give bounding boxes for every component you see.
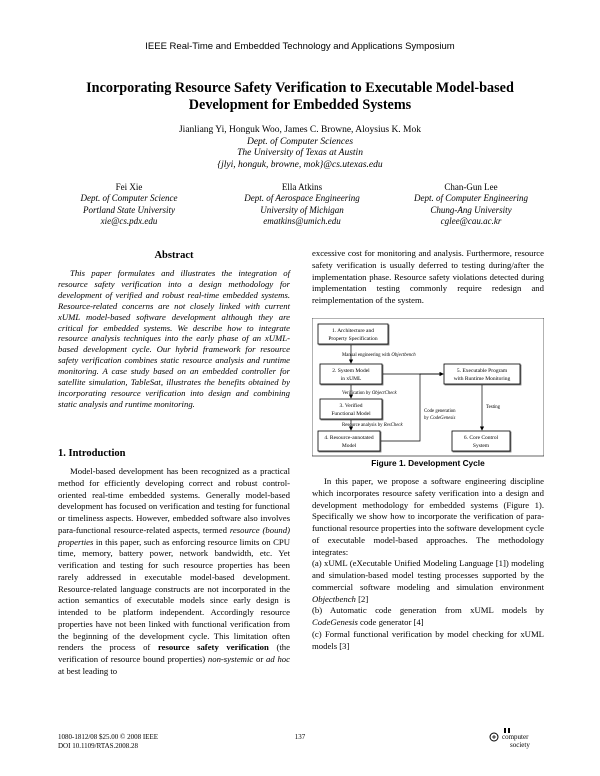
author-names: Jianliang Yi, Honguk Woo, James C. Browne, Aloysius K. Mok: [178, 125, 421, 135]
box-architecture-spec: [318, 324, 388, 344]
box-verified-functional-model: [320, 399, 382, 419]
box-system-model: [320, 364, 382, 384]
author-email: cglee@cau.ac.kr: [440, 215, 502, 226]
abstract-heading: Abstract: [154, 250, 194, 261]
author-dept: Dept. of Computer Science: [80, 193, 178, 204]
footer-copyright: 1080-1812/08 $25.00 © 2008 IEEE DOI 10.1109/RTAS.2008.28: [58, 733, 159, 750]
box-core-control-system: [452, 431, 510, 451]
paper-title: [40, 80, 560, 114]
author-dept: Dept. of Aerospace Engineering: [244, 193, 360, 204]
author-block: [64, 182, 194, 227]
title-line-2: Development for Embedded Systems: [188, 97, 412, 113]
svg-text:Functional Model: Functional Model: [331, 411, 371, 417]
paragraph: excessive cost for monitoring and analysis. Furthermore, resource safety verification is usually deferred to testing during/after the implementation phase. Resource safety violations detected during implementation testing commonly require redesign and reimplementation of the system.: [312, 248, 544, 305]
abstract-text: [58, 268, 290, 410]
figure-caption: Figure 1. Development Cycle: [371, 458, 485, 468]
label-code-generation: Code generation: [424, 409, 456, 414]
svg-text:computer: computer: [502, 733, 529, 741]
list-item: (b) Automatic code generation from xUML models by CodeGenesis code generator [4]: [312, 605, 544, 627]
affiliation-line: The University of Texas at Austin: [237, 148, 363, 158]
svg-text:society: society: [510, 741, 530, 749]
right-column-text: [312, 476, 544, 652]
label-testing: Testing: [486, 405, 501, 410]
author-block-main: [0, 125, 600, 171]
author-email: xie@cs.pdx.edu: [100, 215, 158, 226]
section-heading-introduction: 1. Introduction: [58, 448, 126, 459]
author-univ: University of Michigan: [260, 204, 344, 215]
svg-text:2. System Model: 2. System Model: [332, 368, 370, 374]
author-univ: Portland State University: [83, 204, 175, 215]
svg-text:in xUML: in xUML: [340, 376, 362, 382]
author-emails: {jlyi, honguk, browne, mok}@cs.utexas.edu: [217, 159, 383, 170]
development-cycle-figure: [312, 318, 544, 474]
svg-text:Property Specification: Property Specification: [328, 336, 378, 342]
svg-text:4. Resource-annotated: 4. Resource-annotated: [324, 435, 374, 441]
author-univ: Chung-Ang University: [430, 204, 512, 215]
list-item: (c) Formal functional verification by model checking for xUML models [3]: [312, 628, 544, 651]
abstract-paragraph: This paper formulates and illustrates the integration of resource safety verification into a design methodology for development of verified and robust real-time embedded systems. Resource-related concerns are not closely linked with current xUML model-based software development although they are critical for embedded systems. We describe how to integrate resource analysis techniques into the early phase of an xUML-based development cycle. Our hybrid framework for resource safety verification combines static resource analysis and runtime monitoring. A case study based on an embedded controller for satellite simulation, TableSat, illustrates the benefits obtained by incorporating resource verification into design and combining static analysis and runtime monitoring.: [58, 268, 290, 409]
introduction-text: [58, 466, 290, 678]
svg-text:with Runtime Monitoring: with Runtime Monitoring: [453, 376, 511, 382]
right-column-paragraph-1: [312, 248, 544, 307]
label-resource-analysis: Resource analysis by ResCheck: [342, 423, 403, 428]
author-dept: Dept. of Computer Engineering: [414, 193, 528, 204]
conference-header: IEEE Real-Time and Embedded Technology and Applications Symposium: [145, 41, 455, 52]
svg-text:3. Verified: 3. Verified: [339, 403, 363, 409]
box-resource-annotated-model: [318, 431, 380, 451]
author-block: [232, 182, 372, 227]
author-name: Fei Xie: [115, 182, 143, 192]
paragraph: In this paper, we propose a software engineering discipline which incorporates resource safety verification into a design and development methodology for embedded systems (Figure 1). Specifically we show how to incorporate the verification of para-functional resource properties into the software development cycle of executable model-based approaches. The methodology integrates:: [312, 476, 544, 557]
label-code-generation-tool: by CodeGenesis: [424, 416, 456, 421]
box-executable-program: [444, 364, 520, 384]
label-manual-engineering: Manual engineering with Objectbench: [342, 353, 416, 358]
logo-icon: [488, 728, 548, 752]
svg-text:5. Executable Program: 5. Executable Program: [456, 368, 508, 374]
computer-society-logo: [488, 728, 548, 752]
arrow-4-to-5: [381, 374, 443, 441]
author-name: Ella Atkins: [281, 182, 323, 192]
affiliation-line: Dept. of Computer Sciences: [246, 136, 354, 147]
svg-text:6. Core Control: 6. Core Control: [463, 435, 499, 441]
intro-paragraph: Model-based development has been recognized as a practical method for efficiently developing correct and robust control-oriented real-time embedded systems. Generally model-based development has focused on verification and testing for functional or timeliness aspects. However, embedded software also involves para-functional resource-related aspects, termed resource (bound) properties in this paper, such as enforcing resource limits on CPU time, memory, battery power, network bandwidth, etc. Yet verification and testing for such resource properties has been rarely addressed in executable model-based development. Resource-related language constructs are not incorporated in the action semantics of executable models since early design is intended to be platform independent. Accordingly resource properties have not been linked with functional verification from the beginning of the development cycle. This limitation often renders the process of resource safety verification (the verification of resource bound properties) non-systemic or ad hoc at best leading to: [58, 466, 291, 676]
svg-text:Model: Model: [341, 443, 357, 449]
svg-text:1. Architecture and: 1. Architecture and: [332, 328, 374, 334]
list-item: (a) xUML (eXecutable Unified Modeling Language [1]) modeling and simulation-based model testing processes supported by the commercial software modeling and simulation environment Objectbench [2]: [312, 558, 544, 604]
title-line-1: Incorporating Resource Safety Verification to Executable Model-based: [86, 80, 514, 96]
author-name: Chan-Gun Lee: [444, 182, 498, 192]
page-number: 137: [294, 733, 306, 741]
svg-text:System: System: [472, 443, 490, 449]
author-block: [396, 182, 546, 227]
author-email: ematkins@umich.edu: [263, 215, 341, 226]
label-verification: Verification by ObjectCheck: [342, 391, 397, 396]
